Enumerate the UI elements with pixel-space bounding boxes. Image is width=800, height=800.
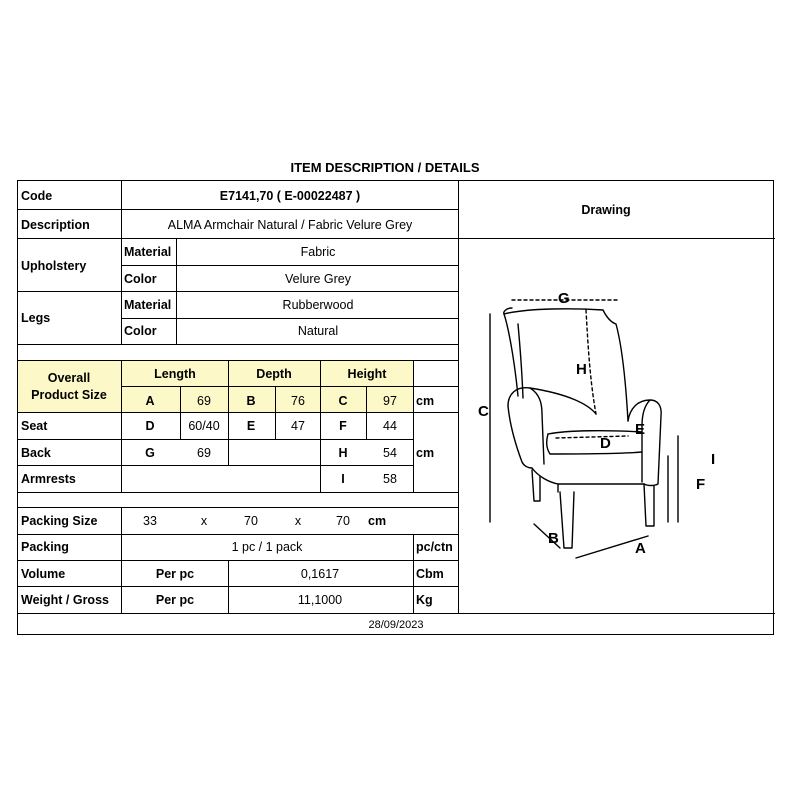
volume-value: 0,1617 — [300, 567, 340, 581]
drawing-letter-f: F — [696, 476, 706, 493]
upholstery-color: Velure Grey — [284, 272, 352, 286]
packing-size-x2: x — [294, 514, 302, 528]
upholstery-color-label: Color — [124, 272, 157, 286]
dim-i-letter: I — [341, 472, 345, 486]
drawing-letter-d: D — [600, 435, 611, 452]
chair-right-arm — [628, 400, 661, 486]
height-label: Height — [347, 367, 387, 381]
dim-b-value: 76 — [291, 394, 305, 408]
dim-e-value: 47 — [291, 419, 305, 433]
upholstery-material: Fabric — [300, 245, 336, 259]
dim-b-letter: B — [246, 394, 256, 408]
dim-f-letter: F — [339, 419, 347, 433]
packing-size-label: Packing Size — [21, 514, 98, 528]
legs-material-label: Material — [124, 298, 172, 312]
packing-value: 1 pc / 1 pack — [231, 540, 303, 554]
packing-size-x1: x — [200, 514, 208, 528]
packing-size-height: 70 — [336, 514, 350, 528]
upholstery-material-label: Material — [124, 245, 172, 259]
length-label: Length — [154, 367, 196, 381]
packing-size-width: 70 — [244, 514, 258, 528]
packing-label: Packing — [21, 540, 69, 554]
seat-label: Seat — [21, 419, 48, 433]
legs-color-label: Color — [124, 324, 157, 338]
chair-backrest — [504, 309, 628, 421]
weight-value: 11,1000 — [297, 593, 343, 607]
drawing-letter-a: A — [635, 540, 646, 557]
chair-seat-cushion — [548, 431, 642, 434]
chair-left-arm — [508, 388, 596, 414]
chair-leg-front — [560, 492, 574, 548]
dim-c-letter: C — [338, 394, 348, 408]
drawing-letter-g: G — [558, 290, 570, 307]
packing-unit: pc/ctn — [416, 540, 453, 554]
drawing-letter-i: I — [711, 451, 716, 468]
dim-a-value: 69 — [197, 394, 211, 408]
dim-f-value: 44 — [383, 419, 397, 433]
back-label: Back — [21, 446, 51, 460]
code-label: Code — [21, 189, 53, 203]
dim-e-letter: E — [246, 419, 256, 433]
drawing-letter-e: E — [635, 421, 646, 438]
drawing-label: Drawing — [581, 203, 631, 217]
code-value: E7141,70 ( E-00022487 ) — [219, 189, 361, 203]
dim-h-letter: H — [338, 446, 348, 460]
drawing-letter-b: B — [548, 530, 559, 547]
dim-a-letter: A — [145, 394, 155, 408]
weight-per: Per pc — [155, 593, 195, 607]
overall-label-line1: Overall — [47, 371, 91, 385]
weight-unit: Kg — [416, 593, 433, 607]
dim-h-value: 54 — [383, 446, 397, 460]
armchair-drawing — [478, 286, 738, 576]
packing-size-length: 33 — [143, 514, 157, 528]
weight-label: Weight / Gross — [21, 593, 109, 607]
overall-label-line2: Product Size — [31, 388, 107, 402]
legs-label: Legs — [21, 311, 51, 325]
page-title: ITEM DESCRIPTION / DETAILS — [290, 160, 480, 175]
legs-material: Rubberwood — [282, 298, 354, 312]
dim-c-value: 97 — [383, 394, 397, 408]
volume-per: Per pc — [155, 567, 195, 581]
date: 28/09/2023 — [368, 619, 424, 631]
drawing-letter-c: C — [478, 403, 489, 420]
description-value: ALMA Armchair Natural / Fabric Velure Grey — [167, 218, 413, 232]
description-label: Description — [21, 218, 90, 232]
volume-label: Volume — [21, 567, 66, 581]
upholstery-label: Upholstery — [21, 259, 87, 273]
spec-sheet — [17, 180, 774, 635]
packing-size-unit: cm — [368, 514, 387, 528]
dim-g-letter: G — [145, 446, 155, 460]
dim-g-value: 69 — [197, 446, 211, 460]
chair-leg-back-right — [644, 484, 654, 526]
overall-unit: cm — [416, 394, 435, 408]
volume-unit: Cbm — [416, 567, 444, 581]
legs-color: Natural — [297, 324, 339, 338]
depth-label: Depth — [256, 367, 292, 381]
dim-d-letter: D — [145, 419, 155, 433]
armrests-label: Armrests — [21, 472, 76, 486]
back-unit: cm — [416, 446, 435, 460]
dim-i-value: 58 — [383, 472, 397, 486]
dim-d-value: 60/40 — [188, 419, 220, 433]
drawing-letter-h: H — [576, 361, 587, 378]
